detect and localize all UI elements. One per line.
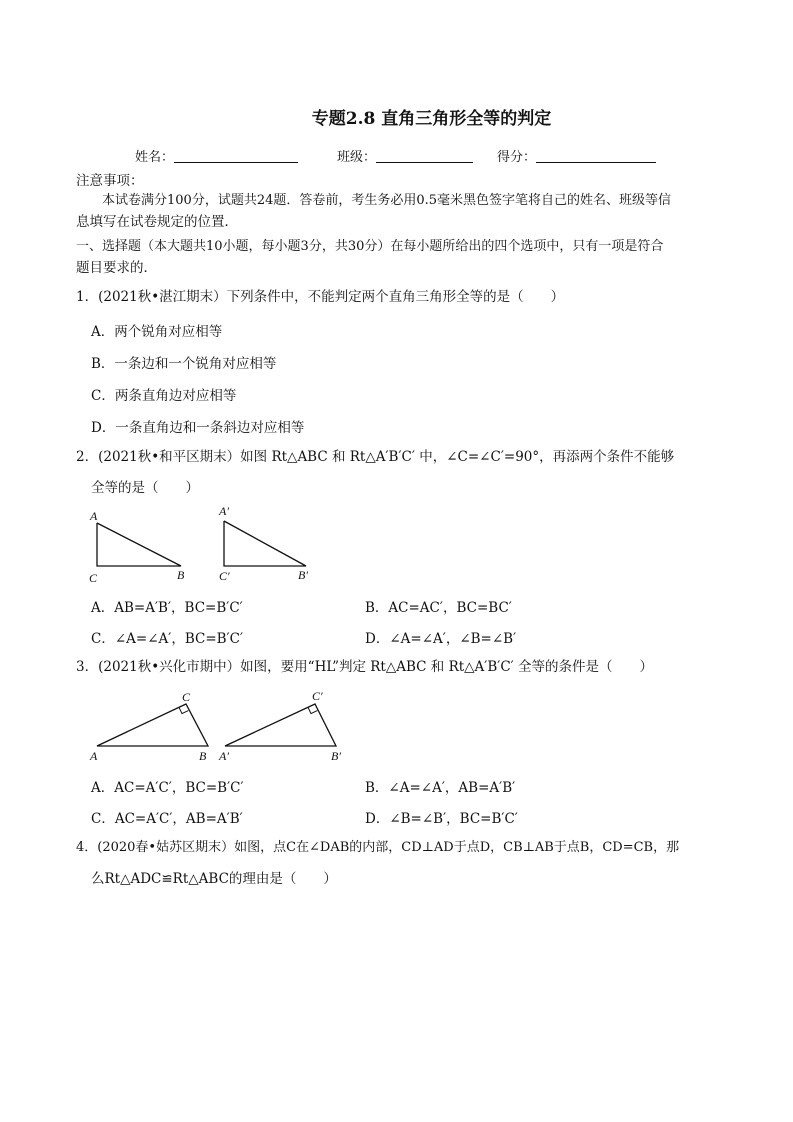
label-b-prime-q3: B′ [331,749,341,763]
label-c-prime: C′ [219,569,230,583]
q3-option-c[interactable]: C．AC=A′C′，AB=A′B′ [91,811,243,827]
q2-stem-line-1: 2．(2021秋•和平区期末）如图 Rt△ABC 和 Rt△A′B′C′ 中，∠C=∠C′=90°，再添两个条件不能够 [76,449,675,465]
notice-line-2: 息填写在试卷规定的位置． [76,214,238,230]
notice-heading: 注意事项： [76,173,144,189]
label-a-q3: A [90,749,98,763]
right-angle-mark-c-prime [308,707,317,713]
class-label: 班级： [337,150,377,165]
label-c: C [89,571,98,585]
section-heading-line-1: 一、选择题（本大题共10小题，每小题3分，共30分）在每小题所给出的四个选项中，只有一项是符合 [76,239,664,254]
name-label: 姓名： [135,150,175,165]
label-c-prime-q3: C′ [312,689,323,703]
q2-stem-line-2: 全等的是（ ） [91,480,199,496]
q1-option-b[interactable]: B．一条边和一个锐角对应相等 [91,356,277,372]
label-a-prime: A′ [219,504,229,518]
q1-option-d[interactable]: D．一条直角边和一条斜边对应相等 [91,420,305,436]
page-title: 专题2.8 直角三角形全等的判定 [311,109,552,129]
q3-option-a[interactable]: A．AC=A′C′，BC=B′C′ [91,780,244,796]
label-b: B [177,568,185,582]
q1-option-c[interactable]: C．两条直角边对应相等 [91,388,237,404]
label-b-prime: B′ [298,568,308,582]
label-b-q3: B [199,749,207,763]
label-c-q3: C [182,690,191,704]
triangle-abc-q3 [97,704,208,746]
q3-option-b[interactable]: B．∠A=∠A′，AB=A′B′ [365,780,516,796]
q4-stem-line-1: 4．(2020春•姑苏区期末）如图，点C在∠DAB的内部，CD⊥AD于点D，CB⊥AB于点B，CD=CB，那 [76,840,680,855]
q2-option-b[interactable]: B．AC=AC′，BC=BC′ [365,600,512,616]
score-label: 得分： [497,150,537,165]
q2-option-d[interactable]: D．∠A=∠A′，∠B=∠B′ [365,631,517,647]
q3-option-d[interactable]: D．∠B=∠B′，BC=B′C′ [365,811,518,827]
q3-stem: 3．(2021秋•兴化市期中）如图，要用“HL”判定 Rt△ABC 和 Rt△A′B′C′ 全等的条件是（ ） [76,659,654,675]
right-angle-mark-c [179,707,188,713]
q2-option-c[interactable]: C．∠A=∠A′，BC=B′C′ [91,631,244,647]
q1-option-a[interactable]: A．两个锐角对应相等 [91,324,223,340]
q4-stem-line-2: 么Rt△ADC≌Rt△ABC的理由是（ ） [91,871,337,887]
triangle-a-prime-b-prime-c-prime-q3 [225,704,336,746]
notice-line-1: 本试卷满分100分，试题共24题．答卷前，考生务必用0.5毫米黑色签字笔将自己的姓名、班级等信 [102,193,672,208]
label-a-prime-q3: A′ [219,749,229,763]
section-heading-line-2: 题目要求的． [76,260,157,276]
label-a: A [90,509,98,523]
q2-option-a[interactable]: A．AB=A′B′，BC=B′C′ [91,600,243,616]
q1-stem: 1．(2021秋•湛江期末）下列条件中，不能判定两个直角三角形全等的是（ ） [76,289,565,305]
